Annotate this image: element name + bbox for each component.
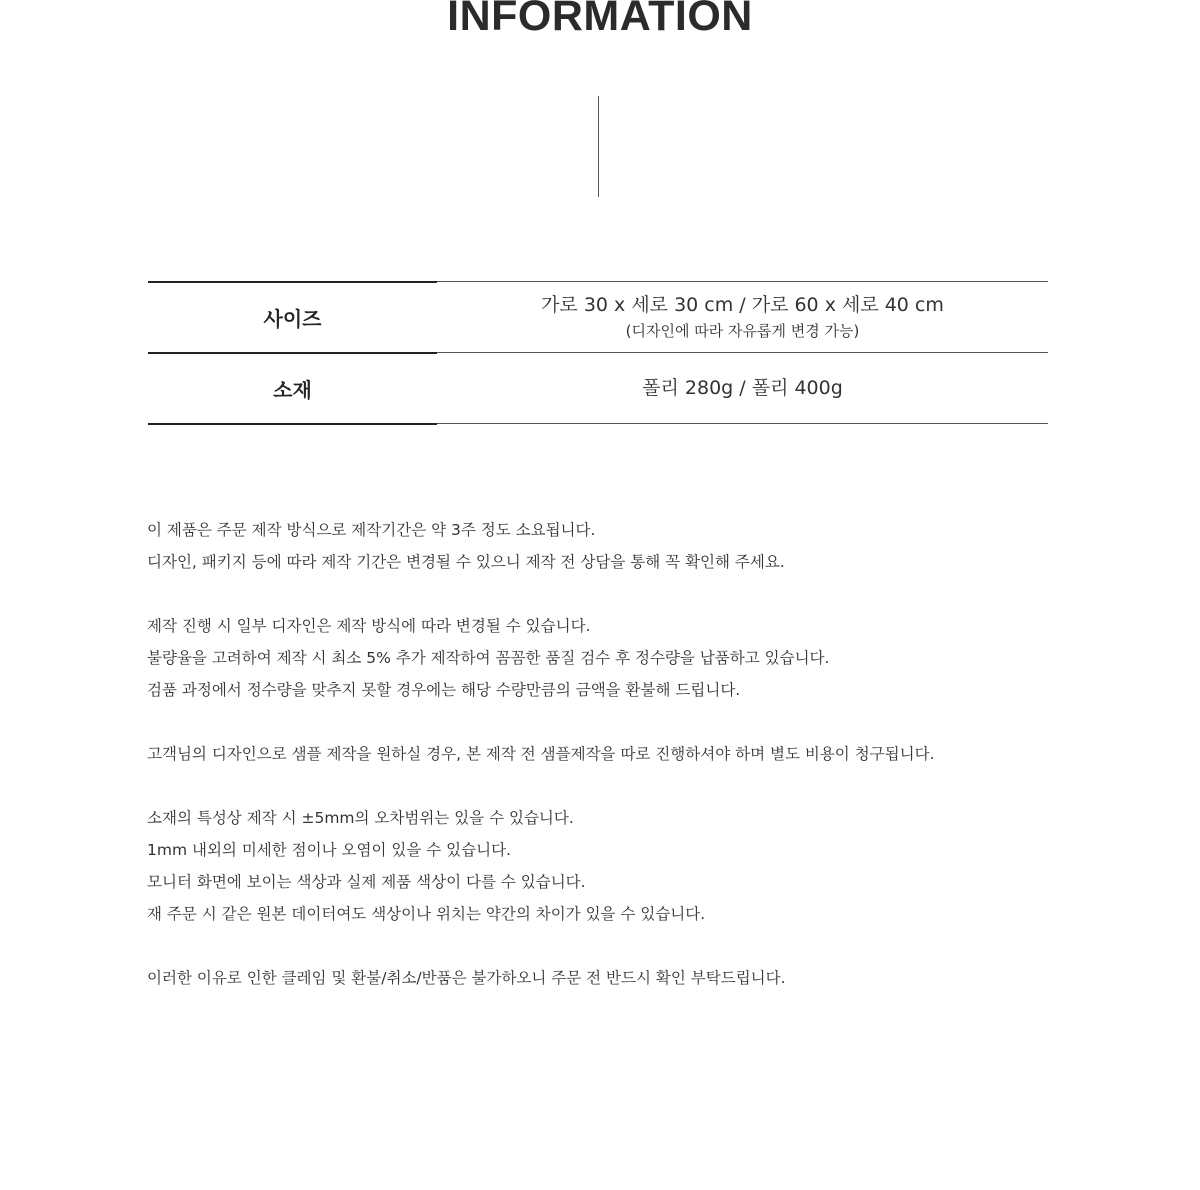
paragraph-gap [147,770,1107,802]
notice-line: 검품 과정에서 정수량을 맞추지 못할 경우에는 해당 수량만큼의 금액을 환불해 드립니다. [147,681,741,699]
size-value: 가로 30 x 세로 30 cm / 가로 60 x 세로 40 cm [541,294,944,316]
info-table [148,281,1048,424]
info-label-size: 사이즈 [263,306,322,331]
paragraph-gap [147,578,1107,610]
paragraph-gap [147,706,1107,738]
info-value-material [437,353,1048,423]
info-label-material: 소재 [273,377,312,402]
notice-line: 이 제품은 주문 제작 방식으로 제작기간은 약 3주 정도 소요됩니다. [147,521,596,539]
material-value: 폴리 280g / 폴리 400g [642,377,843,399]
info-value-size [437,282,1048,352]
notice-line: 1mm 내외의 미세한 점이나 오염이 있을 수 있습니다. [147,841,511,859]
notice-line: 제작 진행 시 일부 디자인은 제작 방식에 따라 변경될 수 있습니다. [147,617,591,635]
vertical-divider [598,96,599,197]
info-row-material [148,352,1048,423]
paragraph-gap [147,930,1107,962]
notice-line: 재 주문 시 같은 원본 데이터여도 색상이나 위치는 약간의 차이가 있을 수 있습니다. [147,905,706,923]
info-table-bottom-border [148,423,1048,424]
notice-line: 디자인, 패키지 등에 따라 제작 기간은 변경될 수 있으니 제작 전 상담을 통해 꼭 확인해 주세요. [147,553,785,571]
notice-text [147,514,1107,994]
notice-line: 불량율을 고려하여 제작 시 최소 5% 추가 제작하여 꼼꼼한 품질 검수 후 정수량을 납품하고 있습니다. [147,649,830,667]
info-row-size [148,281,1048,352]
size-note: (디자인에 따라 자유롭게 변경 가능) [625,322,860,340]
notice-line: 소재의 특성상 제작 시 ±5mm의 오차범위는 있을 수 있습니다. [147,809,574,827]
page-title: INFORMATION [447,0,753,40]
notice-line: 이러한 이유로 인한 클레임 및 환불/취소/반품은 불가하오니 주문 전 반드시 확인 부탁드립니다. [147,969,786,987]
notice-line: 모니터 화면에 보이는 색상과 실제 제품 색상이 다를 수 있습니다. [147,873,586,891]
notice-line: 고객님의 디자인으로 샘플 제작을 원하실 경우, 본 제작 전 샘플제작을 따로 진행하셔야 하며 별도 비용이 청구됩니다. [147,745,935,763]
